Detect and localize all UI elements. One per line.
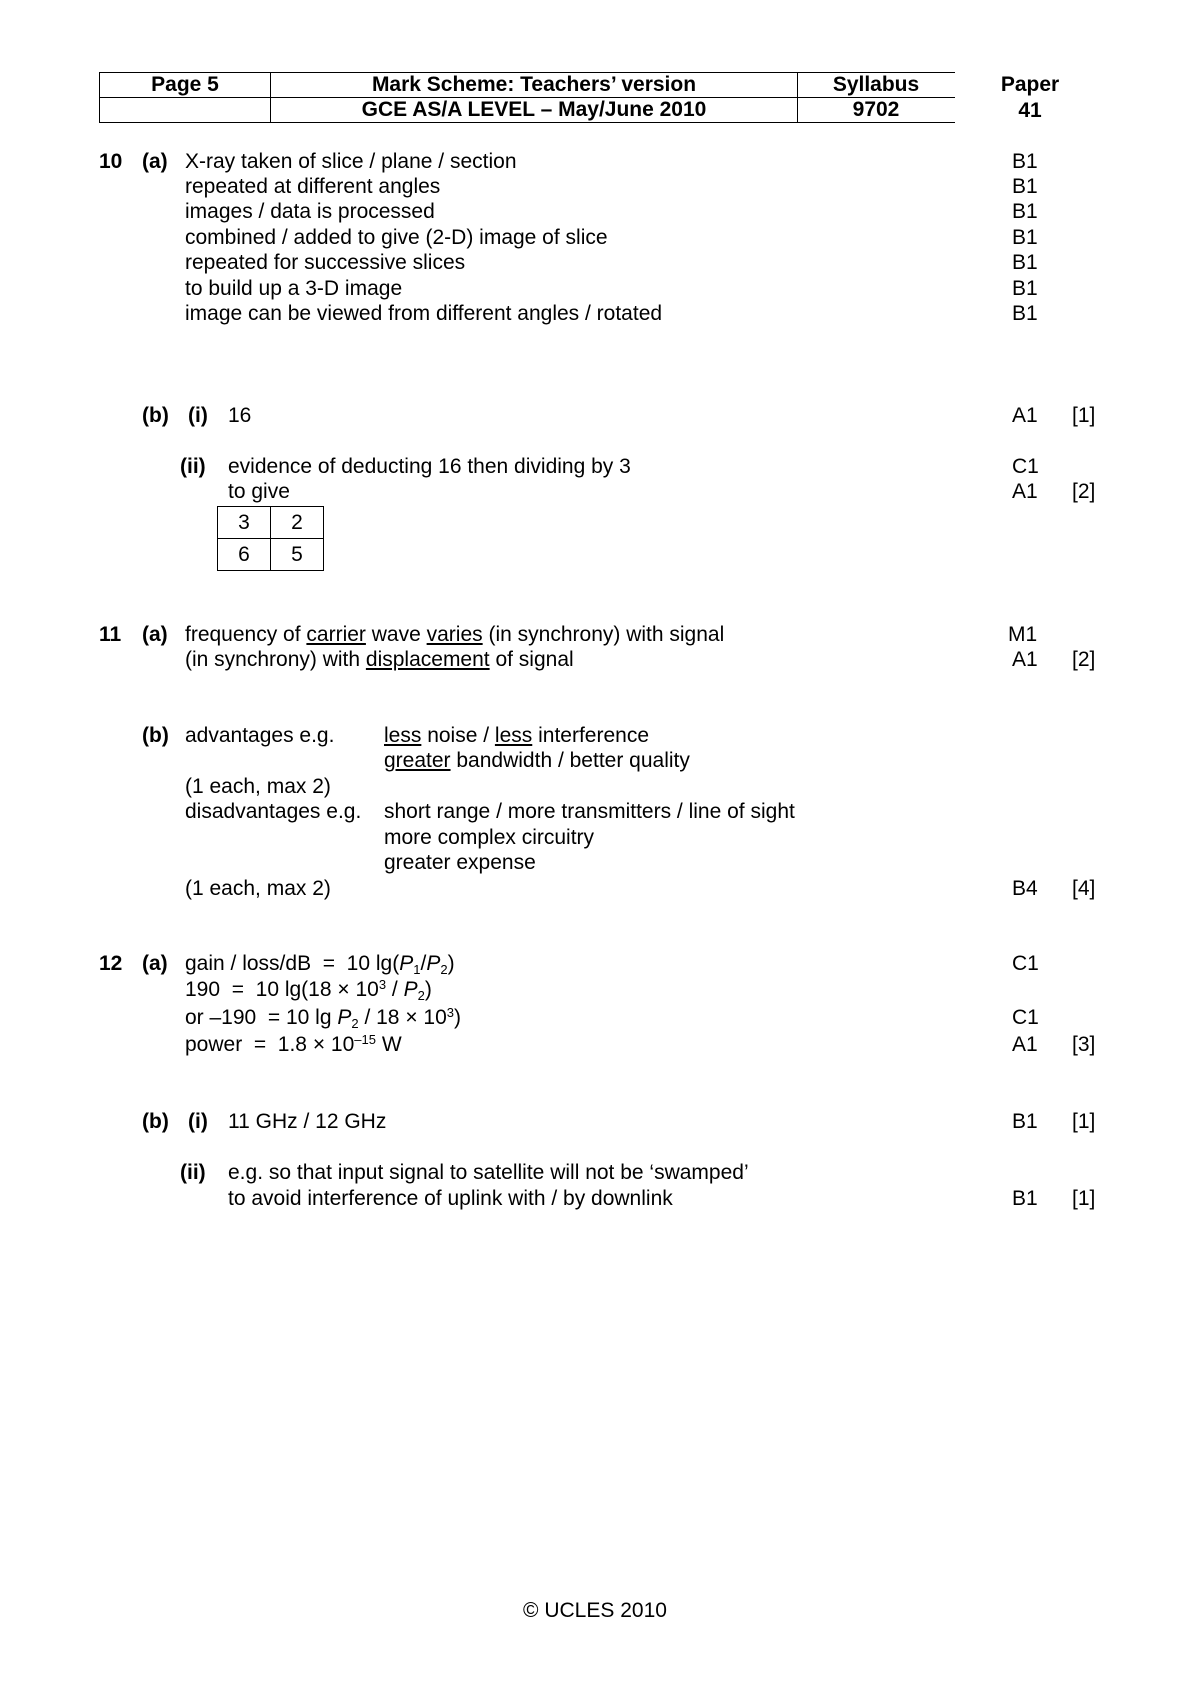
question-number-11: 11 [99,623,122,646]
mark-code: B1 [1012,175,1038,198]
subpart-label-10bi: (i) [188,404,208,427]
copyright-footer: © UCLES 2010 [523,1599,667,1622]
question-number-10: 10 [99,150,123,173]
mark-note: (1 each, max 2) [185,877,331,900]
equation-line: or –190 = 10 $\lg P_2 / 18 \times 10^3$) [185,1005,462,1031]
grid-cell: 2 [271,507,324,539]
mark-code: B1 [1012,150,1038,173]
subpart-label-12bi: (i) [188,1110,208,1133]
part-label-12b: (b) [142,1110,169,1133]
total-marks: [3] [1072,1033,1096,1056]
subpart-label-12bii: (ii) [180,1161,206,1184]
answer-line: 16 [228,404,252,427]
grid-cell: 5 [271,539,324,571]
total-marks: [4] [1072,877,1096,900]
total-marks: [1] [1072,1187,1096,1210]
answer-line: (in synchrony) with displacement of signal [185,648,574,671]
mark-code: C1 [1012,952,1039,975]
question-number-12: 12 [99,952,123,975]
mark-code: B4 [1012,877,1038,900]
answer-line: 11 GHz / 12 GHz [228,1110,387,1133]
document-title: Mark Scheme: Teachers’ version [271,73,798,98]
mark-code: C1 [1012,1006,1039,1029]
subpart-label-10bii: (ii) [180,455,206,478]
equation-line: gain / loss/dB = 10 $\lg(P_1/P_2)$ [185,952,455,977]
mark-code: B1 [1012,200,1038,223]
total-marks: [1] [1072,1110,1096,1133]
mark-code: B1 [1012,302,1038,325]
mark-code: B1 [1012,251,1038,274]
mark-code: A1 [1012,648,1038,671]
answer-line: X-ray taken of slice / plane / section [185,150,517,173]
answer-line: combined / added to give (2-D) image of slice [185,226,608,249]
grid-cell: 6 [218,539,271,571]
answer-line: more complex circuitry [384,826,595,849]
mark-code: B1 [1012,1110,1038,1133]
mark-code: A1 [1012,404,1038,427]
total-marks: [2] [1072,648,1096,671]
answer-line: image can be viewed from different angles / rotated [185,302,663,325]
answer-line: greater expense [384,851,536,874]
disadvantages-label: disadvantages e.g. [185,800,362,823]
total-marks: [2] [1072,480,1096,503]
paper-label: Paper [1000,73,1060,96]
mark-code: A1 [1012,480,1038,503]
equation-line: power = $1.8 \times 10^{-15}$ W [185,1032,402,1056]
mark-code: M1 [1008,623,1038,646]
part-label-10b: (b) [142,404,169,427]
answer-line: repeated for successive slices [185,251,466,274]
part-label-10a: (a) [142,150,168,173]
mark-code: A1 [1012,1033,1038,1056]
syllabus-code: 9702 [798,98,955,123]
answer-line: to build up a 3-D image [185,277,403,300]
syllabus-label: Syllabus [798,73,955,98]
answer-line: frequency of carrier wave varies (in synchrony) with signal [185,623,725,646]
mark-code: B1 [1012,226,1038,249]
exam-session: GCE AS/A LEVEL – May/June 2010 [271,98,798,123]
answer-line: greater bandwidth / better quality [384,749,690,772]
answer-line: images / data is processed [185,200,435,223]
answer-line: evidence of deducting 16 then dividing by 3 [228,455,631,478]
grid-cell: 3 [218,507,271,539]
mark-code: B1 [1012,1187,1038,1210]
paper-code: 41 [1018,99,1042,122]
answer-grid [217,506,324,571]
answer-line: less noise / less interference [384,724,649,747]
mark-code: B1 [1012,277,1038,300]
mark-code: C1 [1012,455,1039,478]
part-label-12a: (a) [142,952,168,975]
mark-note: (1 each, max 2) [185,775,331,798]
advantages-label: advantages e.g. [185,724,335,747]
part-label-11a: (a) [142,623,168,646]
answer-line: e.g. so that input signal to satellite will not be ‘swamped’ [228,1161,749,1184]
empty-cell [100,98,271,123]
answer-line: repeated at different angles [185,175,441,198]
equation-line: 190 = 10 $\lg(18 \times 10^3 / P_2)$ [185,977,432,1003]
total-marks: [1] [1072,404,1096,427]
answer-line: short range / more transmitters / line of sight [384,800,795,823]
answer-line: to give [228,480,290,503]
header-table [99,72,955,123]
page-number: Page 5 [100,73,271,98]
part-label-11b: (b) [142,724,169,747]
answer-line: to avoid interference of uplink with / by downlink [228,1187,673,1210]
